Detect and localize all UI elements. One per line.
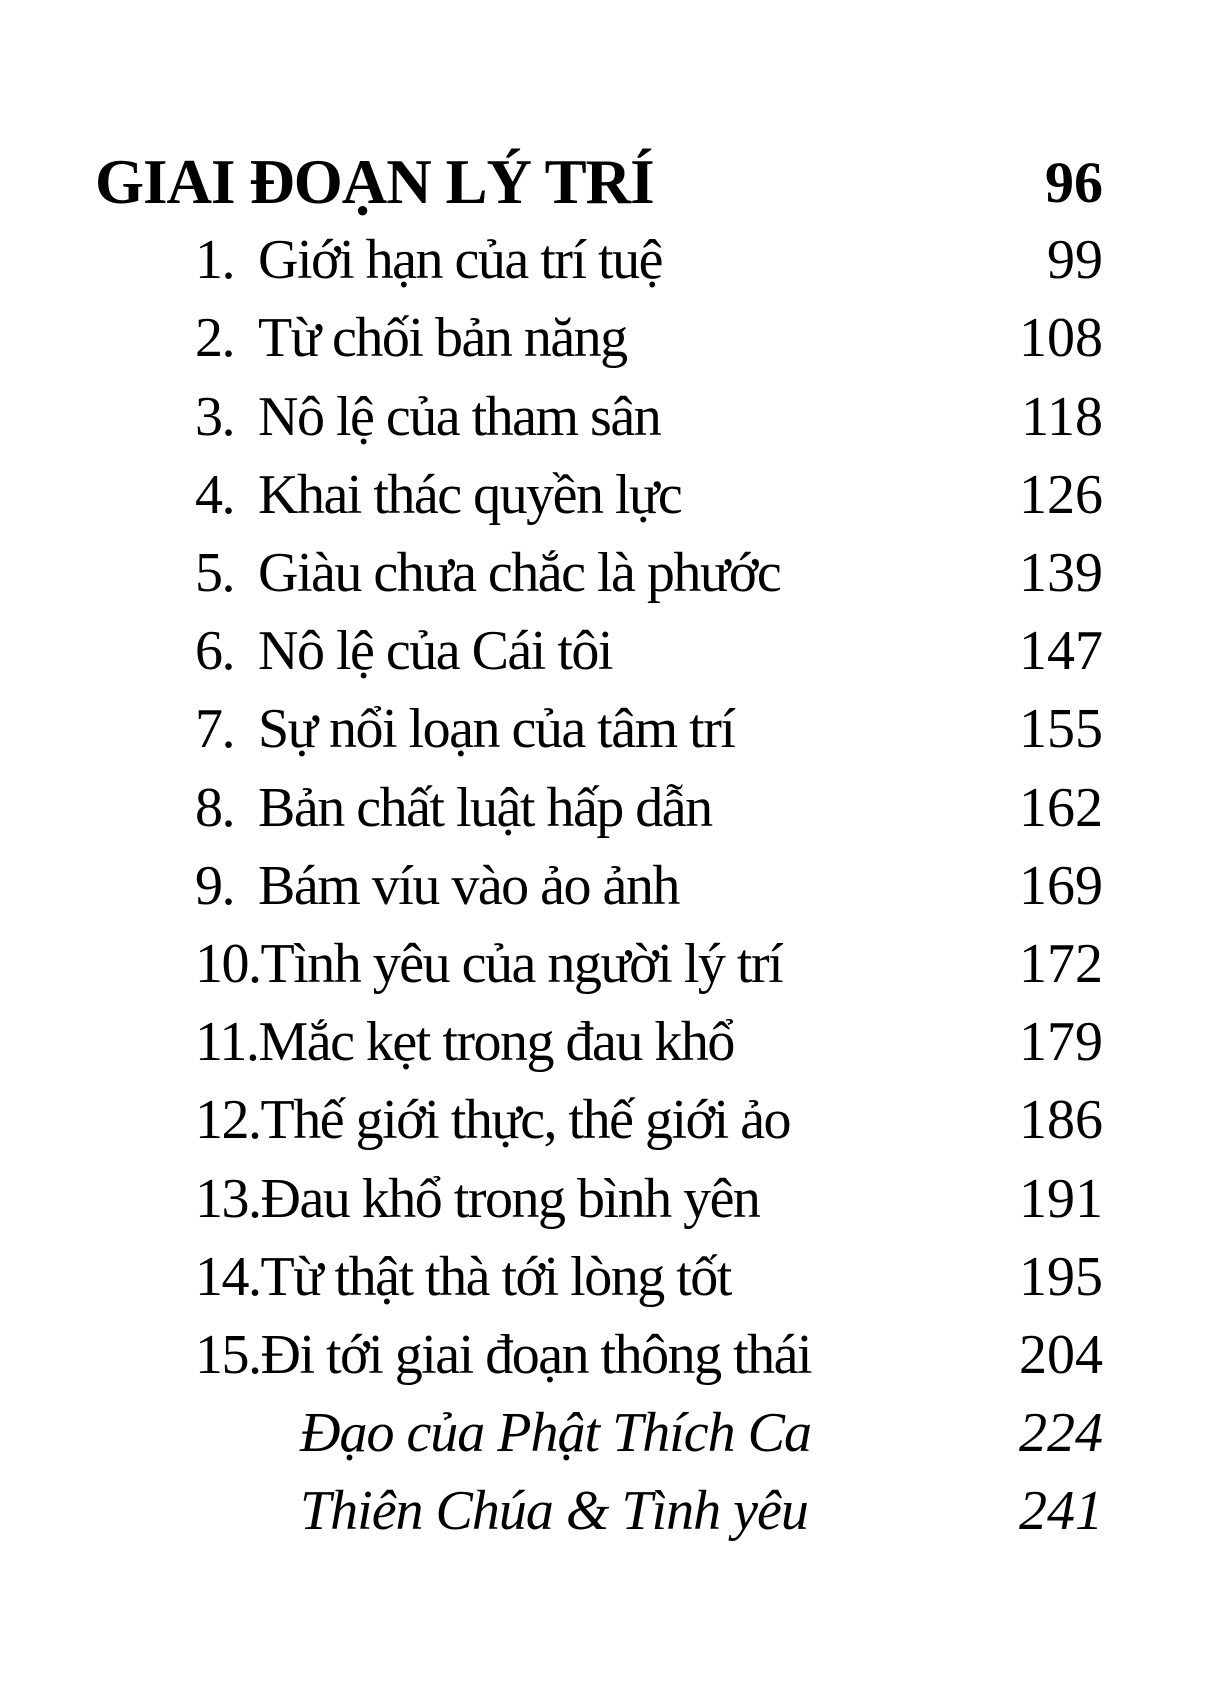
section-heading: GIAI ĐOẠN LÝ TRÍ xyxy=(95,146,654,217)
item-page-number: 99 xyxy=(1047,229,1103,292)
toc-item xyxy=(95,1081,1103,1159)
item-number: 14. xyxy=(195,1245,261,1308)
subitem-page-number: 224 xyxy=(1019,1402,1103,1465)
item-title: Nô lệ của tham sân xyxy=(258,385,661,448)
toc-subitem xyxy=(95,1394,1103,1472)
item-page-number: 139 xyxy=(1019,542,1103,605)
item-title: Đi tới giai đoạn thông thái xyxy=(260,1323,812,1386)
item-page-number: 169 xyxy=(1019,854,1103,917)
item-number: 3. xyxy=(195,385,234,448)
item-number: 4. xyxy=(195,463,234,526)
item-number: 13. xyxy=(195,1167,261,1230)
toc-subitem xyxy=(95,1472,1103,1550)
subitem-title: Thiên Chúa & Tình yêu xyxy=(300,1480,808,1543)
toc-item xyxy=(95,612,1103,690)
item-title: Mắc kẹt trong đau khổ xyxy=(258,1011,734,1074)
item-title: Đau khổ trong bình yên xyxy=(260,1167,760,1230)
item-page-number: 172 xyxy=(1019,932,1103,995)
toc-item xyxy=(95,1159,1103,1237)
item-number: 10. xyxy=(195,932,261,995)
item-number: 9. xyxy=(195,854,234,917)
item-number: 6. xyxy=(195,620,234,683)
item-page-number: 204 xyxy=(1019,1323,1103,1386)
toc-item xyxy=(95,769,1103,847)
toc-item xyxy=(95,925,1103,1003)
item-title: Sự nổi loạn của tâm trí xyxy=(258,698,735,761)
toc-item xyxy=(95,456,1103,534)
item-page-number: 108 xyxy=(1019,307,1103,370)
item-page-number: 162 xyxy=(1019,776,1103,839)
item-title: Bám víu vào ảo ảnh xyxy=(258,854,679,917)
item-page-number: 195 xyxy=(1019,1245,1103,1308)
item-page-number: 118 xyxy=(1021,385,1103,448)
toc-item xyxy=(95,847,1103,925)
toc-item xyxy=(95,690,1103,768)
subitem-title: Đạo của Phật Thích Ca xyxy=(300,1402,811,1465)
toc-item xyxy=(95,534,1103,612)
item-title: Nô lệ của Cái tôi xyxy=(258,620,612,683)
item-number: 7. xyxy=(195,698,234,761)
item-number: 2. xyxy=(195,307,234,370)
toc-item xyxy=(95,1316,1103,1394)
item-page-number: 179 xyxy=(1019,1011,1103,1074)
item-title: Từ chối bản năng xyxy=(258,307,627,370)
subitem-page-number: 241 xyxy=(1019,1480,1103,1543)
toc-item xyxy=(95,1238,1103,1316)
toc-item xyxy=(95,378,1103,456)
item-page-number: 126 xyxy=(1019,463,1103,526)
item-number: 5. xyxy=(195,542,234,605)
item-title: Từ thật thà tới lòng tốt xyxy=(260,1245,731,1308)
table-of-contents xyxy=(95,143,1103,1550)
toc-item xyxy=(95,1003,1103,1081)
item-number: 11. xyxy=(195,1011,259,1074)
item-title: Giới hạn của trí tuệ xyxy=(258,229,662,292)
item-title: Thế giới thực, thế giới ảo xyxy=(260,1089,791,1152)
toc-section-heading-row xyxy=(95,143,1103,221)
item-number: 12. xyxy=(195,1089,261,1152)
item-page-number: 191 xyxy=(1019,1167,1103,1230)
item-page-number: 155 xyxy=(1019,698,1103,761)
item-number: 15. xyxy=(195,1323,261,1386)
section-page-number: 96 xyxy=(1045,149,1103,215)
toc-item xyxy=(95,299,1103,377)
item-number: 1. xyxy=(195,229,234,292)
toc-item xyxy=(95,221,1103,299)
item-title: Tình yêu của người lý trí xyxy=(260,932,783,995)
item-title: Bản chất luật hấp dẫn xyxy=(258,776,712,839)
item-title: Giàu chưa chắc là phước xyxy=(258,542,781,605)
item-title: Khai thác quyền lực xyxy=(258,463,682,526)
item-page-number: 147 xyxy=(1019,620,1103,683)
item-page-number: 186 xyxy=(1019,1089,1103,1152)
item-number: 8. xyxy=(195,776,234,839)
